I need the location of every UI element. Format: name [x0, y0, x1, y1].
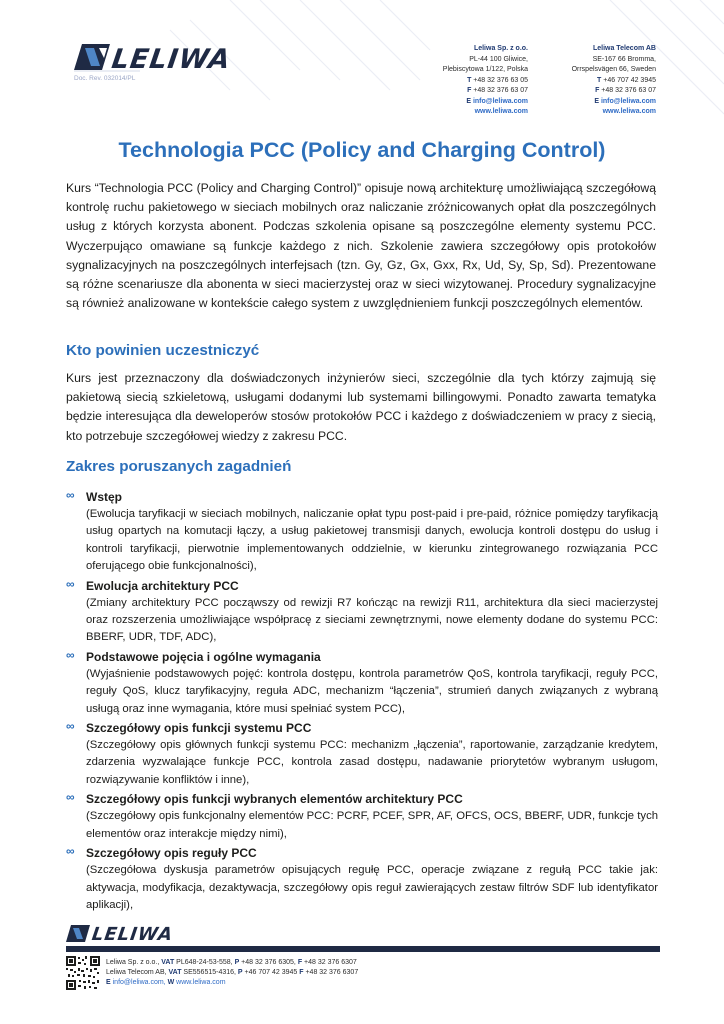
topic-title: Wstęp: [86, 490, 122, 504]
leliwa-logo-mark-icon: [74, 44, 110, 70]
footer-logo-mark-icon: [66, 925, 90, 942]
list-item: [66, 648, 658, 718]
company1-name: Leliwa Sp. z o.o.: [473, 45, 528, 52]
topic-description: (Szczegółowy opis funkcjonalny elementów PCC: PCRF, PCEF, SPR, AF, OFCS, OCS, BBERF, UDR, funkcje tych elementów oraz interakcje między nimi),: [86, 810, 658, 840]
list-item: [66, 719, 658, 789]
company2-fax: F +48 32 376 63 07: [595, 87, 656, 94]
company1-email: E info@leliwa.com: [466, 97, 528, 105]
footer-contact-info: [106, 958, 358, 988]
audience-paragraph: Kurs jest przeznaczony dla doświadczonych inżynierów sieci, szczególnie dla tych którzy zajmują się pakietową siecią szkieletową, usługami dodanymi lub systemami billingowymi. Ponadto zawarta tematyka będzie interesująca dla deweloperów stosów protokołów PCC i każdego z doświadczeniem w pracy z siecią, kto potrzebuje szczegółowej wiedzy z zakresu PCC.: [66, 371, 656, 443]
list-item: [66, 577, 658, 647]
company1-fax: F +48 32 376 63 07: [467, 87, 528, 94]
footer-logo-text: LELIWA: [90, 924, 175, 945]
footer-line-contact: E info@leliwa.com, W www.leliwa.com: [106, 979, 226, 986]
infinity-bullet-icon: ∞: [66, 790, 75, 805]
infinity-bullet-icon: ∞: [66, 576, 75, 591]
qr-code-icon: [66, 956, 100, 990]
footer-line-company2: Leliwa Telecom AB, VAT SE556515-4316, P +46 707 42 3945 F +48 32 376 6307: [106, 969, 359, 976]
infinity-bullet-icon: ∞: [66, 647, 75, 662]
topic-title: Szczegółowy opis reguły PCC: [86, 846, 257, 861]
company2-website-link[interactable]: www.leliwa.com: [602, 108, 656, 115]
list-item: [66, 790, 658, 843]
topic-title: Szczegółowy opis funkcji wybranych elementów architektury PCC: [86, 792, 463, 807]
footer-divider: [66, 946, 660, 952]
topic-description: (Szczegółowy opis głównych funkcji systemu PCC: mechanizm „łączenia”, raportowanie, zarządzanie kredytem, zdarzenia wyzwalające funkcje PCC, kontrola zasad dostępu, nadawanie priorytetów wybranym usługom, rozwiązywanie konfliktów i inne),: [86, 739, 658, 786]
company2-address-line1: SE-167 66 Bromma,: [592, 55, 656, 63]
footer-line-company1: Leliwa Sp. z o.o., VAT PL648-24-53-558, P +48 32 376 6305, F +48 32 376 6307: [106, 959, 357, 966]
audience-heading: Kto powinien uczestniczyć: [66, 342, 260, 359]
company2-address-line2: Orrspelsvägen 66, Sweden: [571, 66, 656, 73]
footer-email-link[interactable]: info@leliwa.com,: [110, 979, 168, 986]
company1-website-link[interactable]: www.leliwa.com: [474, 108, 528, 115]
leliwa-logo-text: LELIWA: [109, 44, 233, 75]
topic-title: Ewolucja architektury PCC: [86, 578, 239, 593]
company1-address-line2: Plebiscytowa 1/122, Polska: [442, 66, 528, 73]
list-item: [66, 488, 658, 576]
topic-title: Szczegółowy opis funkcji systemu PCC: [86, 721, 312, 736]
infinity-bullet-icon: ∞: [66, 488, 75, 502]
topic-title: Podstawowe pojęcia i ogólne wymagania: [86, 649, 321, 664]
footer-website-link[interactable]: www.leliwa.com: [174, 979, 226, 986]
company1-phone: T +48 32 376 63 05: [467, 76, 528, 84]
company2-address: [508, 44, 656, 118]
infinity-bullet-icon: ∞: [66, 844, 75, 859]
list-item: [66, 844, 658, 914]
topic-description: (Szczegółowa dyskusja parametrów opisujących regułę PCC, operacje związane z regułą PCC takie jak: aktywacja, modyfikacja, dezaktywacja, szczegółowy opis reguł zawierających zestaw filtrów SDF lub identyfikator aplikacji),: [86, 864, 658, 911]
page-title: Technologia PCC (Policy and Charging Control): [118, 138, 606, 162]
topic-description: (Wyjaśnienie podstawowych pojęć: kontrola dostępu, kontrola parametrów QoS, kontrola taryfikacji, reguły PCC, reguły QoS, klucz taryfikacyjny, reguła ADC, mechanizm “łączenia”, strumień danych związanych z wybraną usługą oraz inne wymagania, które musi spełniać system PCC),: [86, 667, 658, 715]
company1-address: [380, 44, 528, 118]
scope-heading: Zakres poruszanych zagadnień: [66, 458, 292, 475]
company2-name: Leliwa Telecom AB: [592, 45, 656, 52]
doc-revision: Doc. Rev. 032014/PL: [74, 75, 136, 82]
intro-paragraph: Kurs “Technologia PCC (Policy and Charging Control)” opisuje nową architekturę umożliwiającą szczegółową kontrolę ruchu pakietowego w sieciach mobilnych oraz naliczanie zróżnicowanych opłat dla poszczególnych usług z których korzysta abonent. Podczas szkolenia opisane są poszczególne elementy systemu PCC. Wyczerpująco omawiane są funkcje każdego z nich. Szkolenie zawiera szczegółowy opis protokołów sygnalizacyjnych na poszczególnych interfejsach (tzn. Gy, Gz, Gx, Gxx, Rx, Ud, Sy, Sp, Sd). Prezentowane są różne scenariusze dla abonenta w sieci macierzystej oraz w sieci wizytowanej. Procedury sygnalizacyjne są również analizowane w kontekście całego system z uwzględnieniem funkcji poszczególnych elementów.: [66, 181, 656, 311]
topic-description: (Zmiany architektury PCC począwszy od rewizji R7 kończąc na rewizji R11, architektura dla sieci macierzystej oraz rozszerzenia umożliwiające współpracę z sieciami zewnętrznymi, nowe elementy dodane do systemu PCC: BBERF, UDR, TDF, ADC),: [86, 596, 658, 644]
topics-list: [66, 488, 658, 915]
company2-phone: T +46 707 42 3945: [597, 76, 656, 84]
company2-email-link[interactable]: info@leliwa.com: [600, 97, 656, 105]
company1-address-line1: PL-44 100 Gliwice,: [469, 55, 528, 63]
infinity-bullet-icon: ∞: [66, 719, 75, 734]
company1-email-link[interactable]: info@leliwa.com: [472, 97, 528, 105]
topic-description: (Ewolucja taryfikacji w sieciach mobilnych, naliczanie opłat typu post-paid i pre-paid, różnice pomiędzy taryfikacją usług opartych na komutacji łączy, a usług pakietowej transmisji danych, ewolucja kontroli dostępu do usług i kontroli taryfikacji, pierwotnie implementowanych oddzielnie, w kierunku zintegrowanego rozwiązania PCC oferującego obie funkcjonalności),: [86, 508, 658, 573]
company2-email: E info@leliwa.com: [594, 97, 656, 105]
